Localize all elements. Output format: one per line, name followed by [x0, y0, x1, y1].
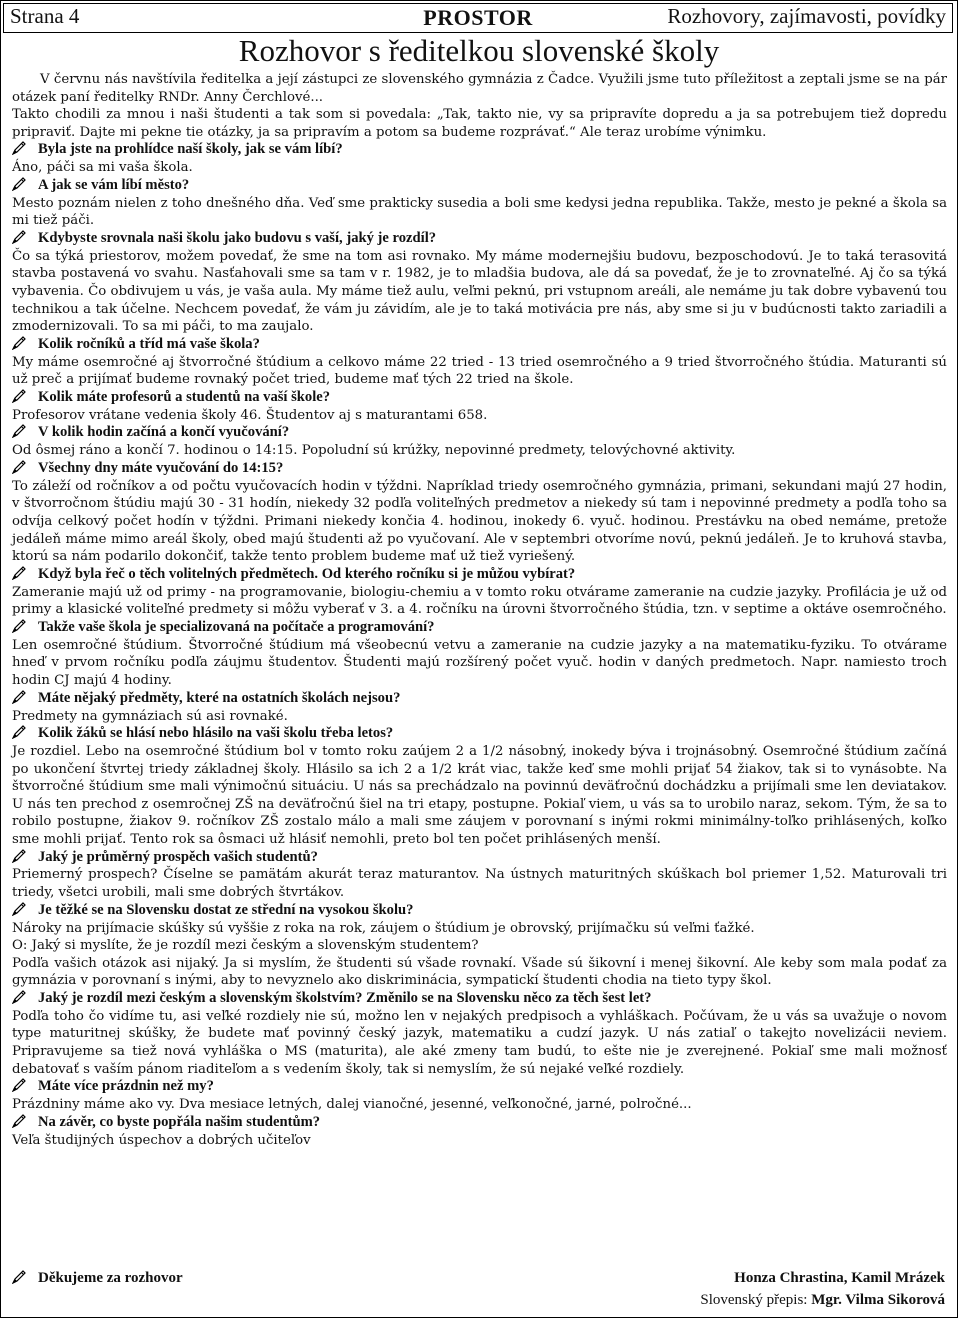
- answer-paragraph: O: Jaký si myslíte, že je rozdíl mezi českým a slovenským studentem?: [12, 938, 479, 954]
- question: [12, 230, 947, 248]
- question: [12, 336, 947, 354]
- page-number: Strana 4: [10, 4, 80, 28]
- answer-paragraph: Je rozdiel. Lebo na osemročné štúdium bol v tomto roku zaújem 2 a 1/2 násobný, inokedy býva i trojnásobný. Osemročné štúdium začíná po ukončení štvrtej triedy základnej školy. Hlásilo sa ich 2 a 1/2 krát viac, takže keď sme mohli prijať 54 žiakov, tak si to vynásobte. Na štvorročné štúdium sme mali výnimočnú situáciu. U nás sa prechádzalo na povinnú deväťročnú dochádzku a prijímali sme len deviatakov. U nás ten prechod z osemročnej ZŠ na deväťročnú šiel na tri etapy, postupne. Pokiaľ viem, u vás sa to urobilo naraz, sekom. Tým, že sa to robilo postupne, žiakov 9. ročníkov ZŠ zostalo málo a mali sme záujem v porovnaní s inými rokmi minimálny-toľko prihlásených, koľko sme mohli prijať. Tento rok sa ôsmaci už hlásiť nemohli, preto bol ten počet prihlásených menší.: [12, 744, 947, 847]
- pencil-icon: [12, 725, 26, 739]
- question-text: Takže vaše škola je specializovaná na počítače a programování?: [38, 618, 435, 635]
- pencil-icon: [12, 336, 26, 350]
- question: [12, 389, 947, 407]
- translator-name: Mgr. Vilma Sikorová: [811, 1292, 945, 1308]
- answer-paragraph: Predmety na gymnáziach sú asi rovnaké.: [12, 708, 288, 724]
- question-text: V kolik hodin začíná a končí vyučování?: [38, 424, 290, 441]
- question-text: Na závěr, co byste popřála našim studentům?: [38, 1113, 321, 1130]
- question-text: Když byla řeč o těch volitelných předmětech. Od kterého ročníku si je můžou vybírat?: [38, 565, 576, 582]
- intro-paragraph: V červnu nás navštívila ředitelka a její zástupci ze slovenského gymnázia z Čadce. Využili jsme tuto příležitost a zeptali jsme se na pár otázek paní ředitelky RNDr. Anny Čerchlové...: [12, 72, 947, 105]
- question-text: Máte nějaký předměty, které na ostatních školách nejsou?: [38, 689, 401, 706]
- answer-paragraph: My máme osemročné aj štvorročné štúdium a celkovo máme 22 tried - 13 tried osemročného a 9 tried štvorročného štúdia. Maturanti sú už preč a prijímať budeme rovnaký počet tried, budeme mať tých 22 tried na škole.: [12, 354, 947, 388]
- pencil-icon: [12, 902, 26, 916]
- pencil-icon: [12, 619, 26, 633]
- answer-paragraph: Podľa toho čo vidíme tu, asi veľké rozdiely nie sú, možno len v nejakých predpisoch a vyhláškach. Počúvam, že u vás sa uvažuje o novom type maturitnej skúšky, že budete mať povinný český jazyk, matematiku a cudzí jazyk. U nás zatiaľ o takejto novelizácii neviem. Pripravujeme sa tiež nová vyhláška o MS (maturita), ale aké zmeny tam budú, to ešte nie je zverejnené. Pokiaľ sme mali možnosť debatovať s vaším pánom riaditeľom a s vedením školy, tak si nemyslím, že sú nejaké veľké rozdiely.: [12, 1008, 947, 1077]
- answer-paragraph: Profesorov vrátane vedenia školy 46. Študentov aj s maturantami 658.: [12, 407, 488, 423]
- pencil-icon: [12, 1078, 26, 1092]
- question-text: Jaký je průměrný prospěch vašich studentů?: [38, 848, 318, 865]
- answer-paragraph: Áno, páči sa mi vaša škola.: [12, 160, 193, 176]
- answer-paragraph: Veľa študijných úspechov a dobrých učiteľov: [12, 1132, 311, 1148]
- pencil-icon: [12, 141, 26, 155]
- intro-quote-paragraph: Takto chodili za mnou i naši študenti a tak som si povedala: „Tak, takto nie, vy sa pripravíte dopredu a ja sa potrebujem tiež dopredu pripraviť. Dajte mi pekne tie otázky, ja sa pripravím a potom sa budeme rozprávať.“ Ale teraz urobíme výnimku.: [12, 107, 947, 140]
- pencil-icon: [12, 460, 26, 474]
- answer-paragraph: Zameranie majú už od primy - na programovanie, biologiu-chemiu a v tomto roku otvárame zameranie na cudzie jazyky. Profilácia je už od primy a klasické voliteľné predmety si môžu vyberať v 3. a 4. ročníku na úrovni štvorročného štúdia, tzn. v septime a oktáve osemročného.: [12, 584, 947, 618]
- section-name: Rozhovory, zajímavosti, povídky: [667, 4, 946, 28]
- question: [12, 566, 947, 584]
- question-text: Všechny dny máte vyučování do 14:15?: [38, 459, 284, 476]
- answer-paragraph: Od ôsmej ráno a končí 7. hodinou o 14:15. Popoludní sú krúžky, nepovinné predmety, telovýchovné aktivity.: [12, 443, 736, 459]
- closing-line: [12, 1270, 183, 1288]
- pencil-icon: [12, 389, 26, 403]
- answer-paragraph: Nároky na prijímacie skúšky sú vyššie z roka na rok, záujem o štúdium je obrovský, prijímačku sú veľmi ťažké.: [12, 920, 755, 936]
- question: [12, 990, 947, 1008]
- article-footer: [12, 1270, 945, 1316]
- question: [12, 141, 947, 159]
- pencil-icon: [12, 990, 26, 1004]
- magazine-title: PROSTOR: [423, 5, 533, 30]
- authors: Honza Chrastina, Kamil Mrázek: [734, 1270, 945, 1286]
- question: [12, 849, 947, 867]
- pencil-icon: [12, 690, 26, 704]
- question-text: Máte více prázdnin než my?: [38, 1078, 214, 1095]
- pencil-icon: [12, 566, 26, 580]
- question: [12, 177, 947, 195]
- translation-label: Slovenský přepis:: [700, 1292, 808, 1308]
- answer-paragraph: Čo sa týká priestorov, možem povedať, že sme na tom asi rovnako. My máme modernejšiu budovu, bezposchodovú. Je to taká terasovitá stavba postavená vo svahu. Nasťahovali sme sa tam v r. 1982, je to mladšia budova, ale dá sa povedať, že je to zrovnateľné. Aj čo sa týká vybavenia. Čo obdivujem u vás, je vaša aula. My máme tiež aulu, veľmi peknú, pri vstupnom areáli, ale nemáme ju tak dobre vybavenú tou technikou a tak účelne. Nechcem povedať, že vám ju závidím, ale je to taká motivácia pre nás, aby sme si ju v budúcnosti takto zariadili a zmodernizovali. To sa mi páči, to ma zaujalo.: [12, 248, 947, 335]
- question: [12, 725, 947, 743]
- question-text: Kolik žáků se hlásí nebo hlásilo na vaši školu třeba letos?: [38, 725, 394, 742]
- answer-paragraph: Prázdniny máme ako vy. Dva mesiace letných, dalej vianočné, jesenné, veľkonočné, jarné, polročné...: [12, 1097, 692, 1113]
- question: [12, 1078, 947, 1096]
- answer-paragraph: Podľa vašich otázok asi nijaký. Ja si myslím, že študenti sú všade rovnakí. Všade sú šikovní i menej šikovní. Ale keby som mala podať za gymnázia v porovnaní s inými, aby to nevyznelo ako diskriminácia, sympatickí študenti chodia na tieto typy škol.: [12, 955, 947, 989]
- question-text: Kolik ročníků a tříd má vaše škola?: [38, 335, 260, 352]
- question: [12, 424, 947, 442]
- question: [12, 460, 947, 478]
- answer-paragraph: Mesto poznám nielen z toho dnešného dňa. Veď sme prakticky susedia a boli sme kedysi jedna republika. Takže, mesto je pekné a škola sa mi tiež páči.: [12, 195, 947, 229]
- pencil-icon: [12, 230, 26, 244]
- question: [12, 690, 947, 708]
- question-text: A jak se vám líbí město?: [38, 176, 190, 193]
- qa-list: [12, 141, 947, 1149]
- thanks-text: Děkujeme za rozhovor: [38, 1270, 183, 1286]
- translation-credit: [700, 1292, 945, 1310]
- question-text: Kdybyste srovnala naši školu jako budovu s vaší, jaký je rozdíl?: [38, 229, 437, 246]
- question: [12, 902, 947, 920]
- question: [12, 1114, 947, 1132]
- pencil-icon: [12, 177, 26, 191]
- pencil-icon: [12, 849, 26, 863]
- question: [12, 619, 947, 637]
- answer-paragraph: To záleží od ročníkov a od počtu vyučovacích hodin v týždni. Napríklad triedy osemročného gymnázia, primani, sekundani majú 27 hodin, v štvorročnom štúdiu majú 30 - 31 hodín, niekedy 32 podľa voliteľných predmetov a niekedy sú tam i nepovinné predmety a podľa toho sa odvíja celkový počet hodín v týždni. Primani niekedy končia 4. hodinou, inokedy 6. vyuč. hodinou. Prestávku na obed nemáme, pretože jedáleň máme mimo areál školy, obed majú študenti až po vyučovaní. Ale v septembri otvoríme novú, peknú jedáleň. Je to kruhová stavba, ktorú sa nám podarilo dokončiť, takže tento problem budeme mať už tiež vyriešený.: [12, 478, 947, 565]
- article-title: Rozhovor s ředitelkou slovenské školy: [238, 33, 720, 68]
- page-header: [3, 3, 953, 33]
- question-text: Jaký je rozdíl mezi českým a slovenským školstvím? Změnilo se na Slovensku něco za těch šest let?: [38, 989, 652, 1006]
- question-text: Je těžké se na Slovensku dostat ze střední na vysokou školu?: [38, 901, 414, 918]
- answer-paragraph: Len osemročné štúdium. Štvorročné štúdium má všeobecnú vetvu a zameranie na cudzie jazyky a na matematiku-fyziku. To otvárame hneď v prvom ročníku podľa záujmu študentov. Študenti majú rozšírený počet vyuč. hodin v daných predmetoch. Napr. namiesto troch hodin CJ majú 4 hodiny.: [12, 637, 947, 688]
- question-text: Kolik máte profesorů a studentů na vaší škole?: [38, 388, 331, 405]
- question-text: Byla jste na prohlídce naší školy, jak se vám líbí?: [38, 141, 343, 158]
- pencil-icon: [12, 1270, 26, 1284]
- pencil-icon: [12, 424, 26, 438]
- answer-paragraph: Priemerný prospech? Číselne se pamätám akurát teraz maturantov. Na ústnych maturitných skúškach bol priemer 1,52. Maturovali tri triedy, všetci urobili, mali sme dobrých štvrtákov.: [12, 867, 947, 901]
- pencil-icon: [12, 1114, 26, 1128]
- article-body: [12, 71, 947, 1149]
